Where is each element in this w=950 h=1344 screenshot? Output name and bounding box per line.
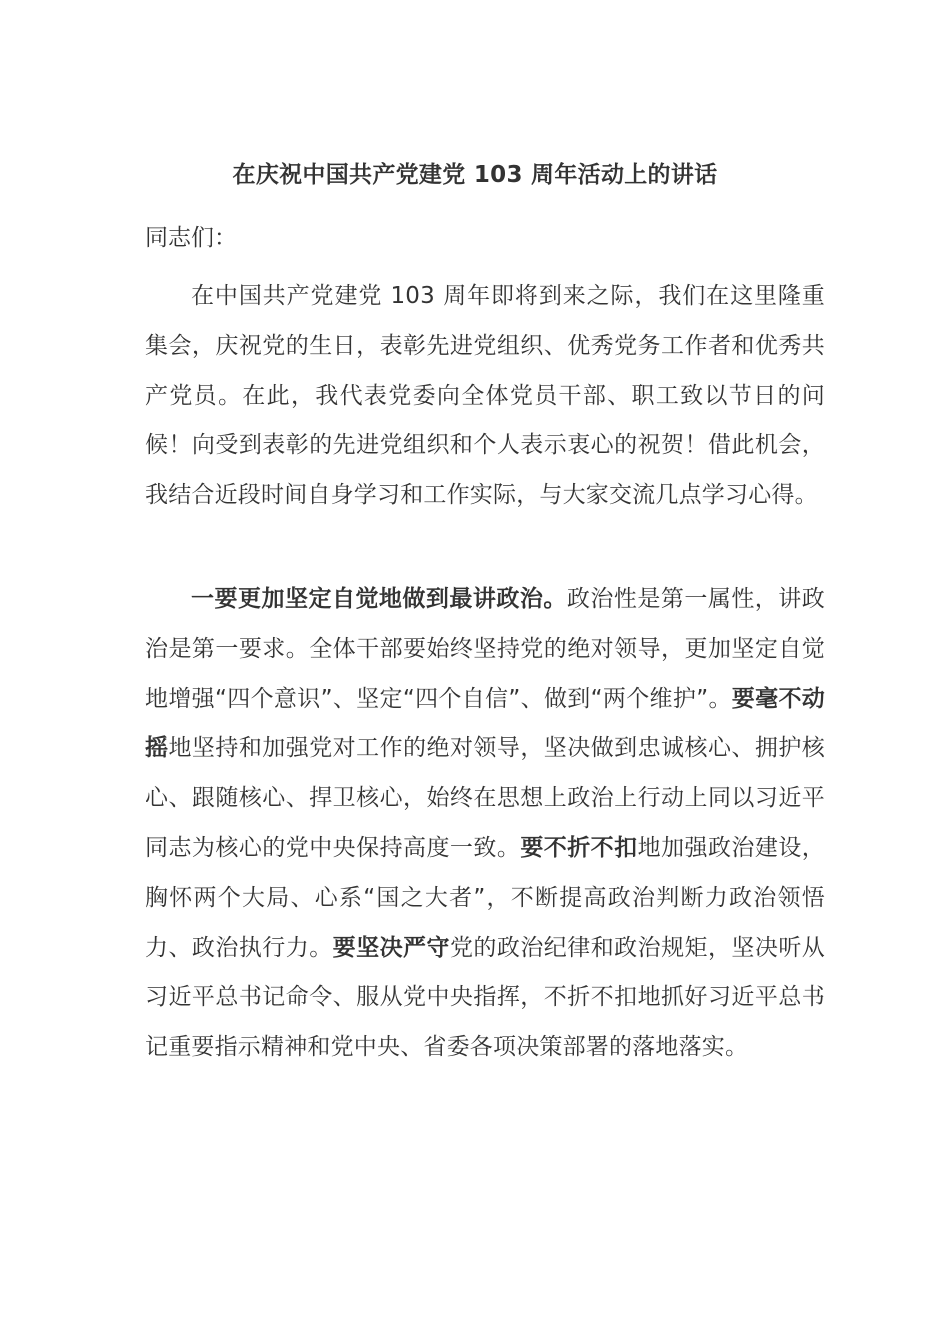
paragraph-text: 地加强政治建设，胸怀两个大局、心系“国之大者”，不断提高政治判断力政治领悟力、政治执行力。: [145, 834, 826, 961]
paragraph-text: 党的政治纪律和政治规矩，坚决听从习近平总书记命令、服从党中央指挥，不折不扣地抓好习近平总书记重要指示精神和党中央、省委各项决策部署的落地落实。: [145, 934, 826, 1061]
document-title: 在庆祝中国共产党建党 103 周年活动上的讲话: [232, 162, 718, 188]
paragraph-intro: 在中国共产党建党 103 周年即将到来之际，我们在这里隆重集会，庆祝党的生日，表彰先进党组织、优秀党务工作者和优秀共产党员。在此，我代表党委向全体党员干部、职工致以节日的问候！向受到表彰的先进党组织和个人表示衷心的祝贺！借此机会，我结合近段时间自身学习和工作实际，与大家交流几点学习心得。: [145, 283, 825, 509]
section-heading: 一要更加坚定自觉地做到最讲政治。: [191, 586, 567, 612]
emphasis-text: 要毫不动摇: [145, 685, 825, 762]
paragraph-text: 地坚持和加强党对工作的绝对领导，坚决做到忠诚核心、拥护核心、跟随核心、捍卫核心，始终在思想上政治上行动上同以习近平同志为核心的党中央保持高度一致。: [145, 735, 825, 861]
salutation: 同志们：: [145, 225, 237, 251]
paragraph-text: 政治性是第一属性，讲政治是第一要求。全体干部要始终坚持党的绝对领导，更加坚定自觉地增强“四个意识”、坚定“四个自信”、做到“两个维护”。: [145, 586, 825, 712]
emphasis-text: 要不折不扣: [520, 834, 638, 861]
paragraph-politics: [145, 575, 825, 1073]
emphasis-text: 要坚决严守: [332, 934, 450, 961]
